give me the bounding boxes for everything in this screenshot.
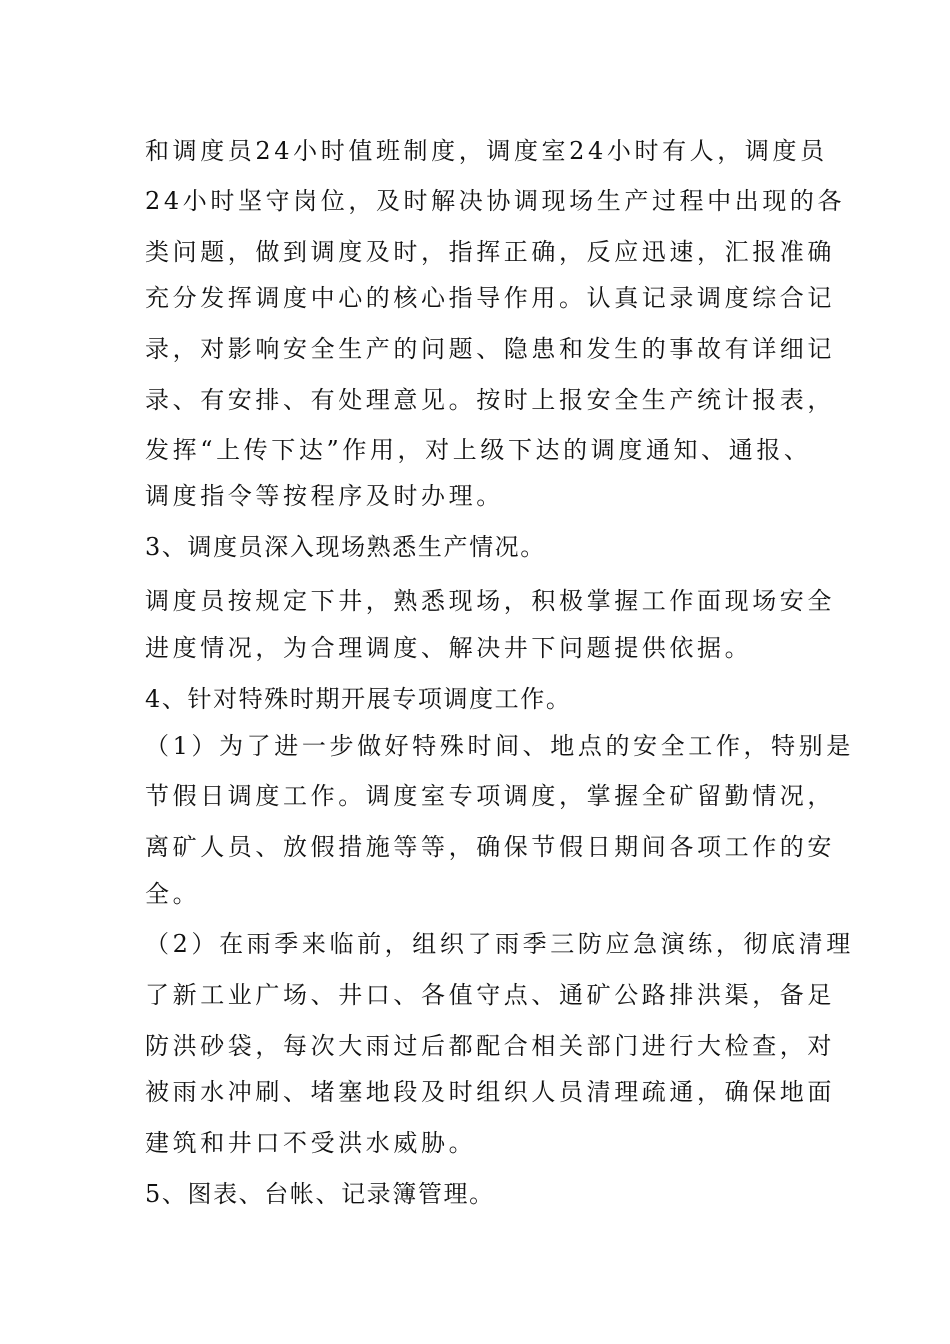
text-line: 被雨水冲刷、堵塞地段及时组织人员清理疏通，确保地面 (145, 1078, 835, 1106)
section-heading: 4、针对特殊时期开展专项调度工作。 (145, 685, 572, 713)
text-line: 类问题，做到调度及时，指挥正确，反应迅速，汇报准确 (145, 238, 835, 266)
section-heading: 3、调度员深入现场熟悉生产情况。 (145, 533, 546, 561)
text-line: 进度情况，为合理调度、解决井下问题提供依据。 (145, 634, 753, 662)
text-line: 录、有安排、有处理意见。按时上报安全生产统计报表， (145, 386, 835, 414)
text-line: 调度员按规定下井，熟悉现场，积极掌握工作面现场安全 (145, 587, 835, 615)
text-line: 充分发挥调度中心的核心指导作用。认真记录调度综合记 (145, 284, 835, 312)
text-line: 24小时坚守岗位，及时解决协调现场生产过程中出现的各 (145, 187, 846, 215)
text-line: 防洪砂袋，每次大雨过后都配合相关部门进行大检查，对 (145, 1032, 835, 1060)
text-line: （1）为了进一步做好特殊时间、地点的安全工作，特别是 (145, 732, 854, 760)
text-line: （2）在雨季来临前，组织了雨季三防应急演练，彻底清理 (145, 930, 854, 958)
section-heading: 5、图表、台帐、记录簿管理。 (145, 1180, 495, 1208)
text-line: 建筑和井口不受洪水威胁。 (145, 1129, 477, 1157)
text-line: 节假日调度工作。调度室专项调度，掌握全矿留勤情况， (145, 782, 835, 810)
text-line: 全。 (145, 880, 201, 908)
text-line: 发挥“上传下达”作用，对上级下达的调度通知、通报、 (145, 436, 812, 464)
text-line: 调度指令等按程序及时办理。 (145, 482, 504, 510)
text-line: 和调度员24小时值班制度，调度室24小时有人，调度员 (145, 137, 828, 165)
text-line: 录，对影响安全生产的问题、隐患和发生的事故有详细记 (145, 335, 835, 363)
text-line: 离矿人员、放假措施等等，确保节假日期间各项工作的安 (145, 833, 835, 861)
text-line: 了新工业广场、井口、各值守点、通矿公路排洪渠，备足 (145, 981, 835, 1009)
